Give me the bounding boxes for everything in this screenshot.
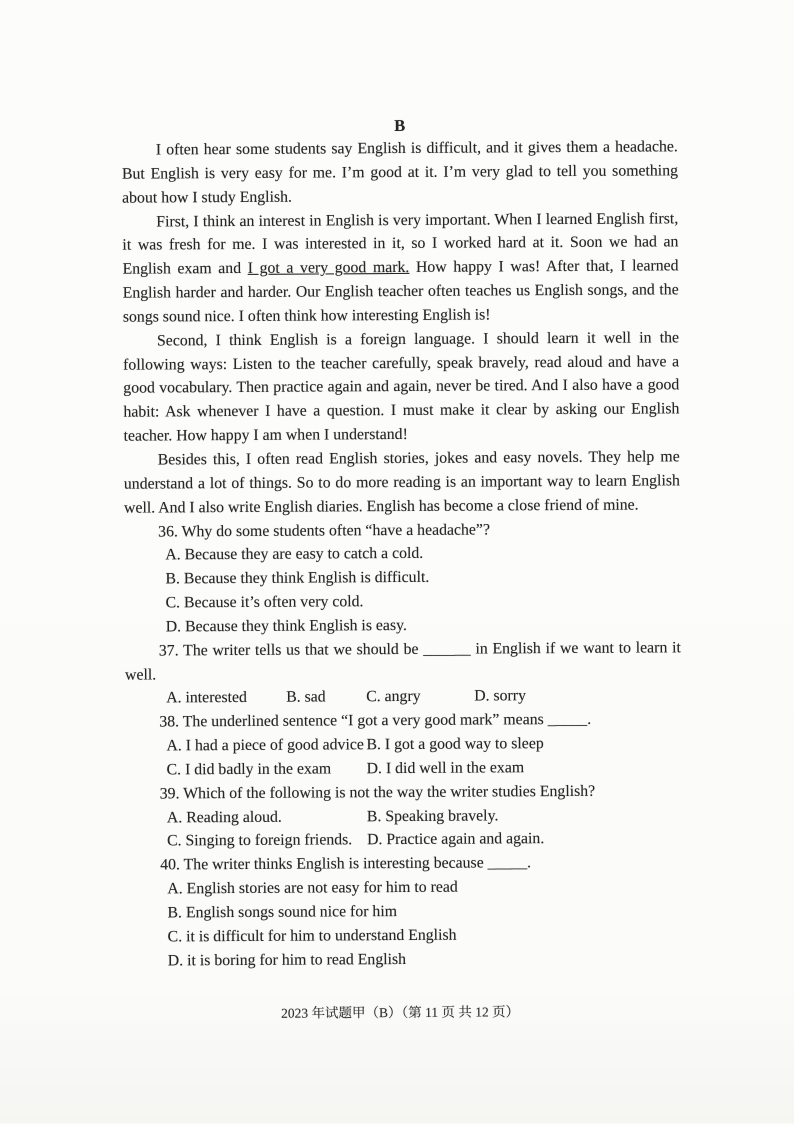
question-38-options-row-2 [126, 755, 682, 782]
question-40-option-c: C. it is difficult for him to understand English [167, 926, 457, 946]
question-40-option-d: D. it is boring for him to read English [167, 950, 407, 970]
question-39-option-d: D. Practice again and again. [366, 830, 545, 849]
question-37-option-b: B. sad [286, 688, 326, 707]
page-footer: 2023 年试题甲（B）（第 11 页 共 12 页） [281, 1004, 520, 1021]
question-37-options [125, 684, 681, 711]
question-38-option-c: C. I did badly in the exam [166, 760, 332, 779]
question-36 [124, 517, 681, 640]
question-37-option-d: D. sorry [474, 687, 527, 705]
question-40-option-a: A. English stories are not easy for him to read [167, 878, 458, 898]
question-36-stem [124, 517, 680, 544]
question-40-stem [126, 851, 682, 878]
question-37-number: 37. [158, 642, 179, 660]
question-39-option-c: C. Singing to foreign friends. [166, 831, 353, 850]
passage-paragraph-4: Besides this, I often read English stories, jokes and easy novels. They help me understand a lot of things. So to do more reading is an important way to learn English well. And I also write English diaries. English has become a close friend of mine. [123, 448, 680, 517]
passage-paragraph-3: Second, I think English is a foreign language. I should learn it well in the following ways: Listen to the teacher carefully, speak bravely, read aloud and have a good vocabulary. Then practice again and again, never be tired. And I also have a good habit: Ask whenever I have a question. I must make it clear by asking our English teacher. How happy I am when I understand! [123, 329, 680, 445]
question-40-option-b: B. English songs sound nice for him [167, 903, 398, 922]
paragraph-2-text-after-underline: How happy I was! After that, I learned English harder and harder. Our English teacher often teaches us English songs, and the songs sound nice. I often think how interesting English is! [122, 257, 679, 326]
question-36-option-d: D. Because they think English is easy. [165, 616, 407, 636]
question-36-option-a: A. Because they are easy to catch a cold. [165, 545, 424, 564]
question-39 [126, 779, 682, 854]
question-37-option-a: A. interested [166, 689, 247, 707]
reading-section [122, 113, 683, 973]
question-39-stem [126, 779, 682, 806]
question-38-options-row-1 [125, 731, 681, 758]
question-36-text: Why do some students often “have a headache”? [181, 520, 490, 540]
question-38-option-a: A. I had a piece of good advice [166, 736, 364, 755]
question-37-stem [125, 636, 681, 687]
question-37-text: The writer tells us that we should be ______ in English if we want to learn it well. [124, 638, 681, 684]
question-39-options-row-2 [126, 827, 682, 854]
question-39-option-b: B. Speaking bravely. [366, 807, 499, 825]
question-38-option-d: D. I did well in the exam [366, 759, 525, 778]
question-40 [126, 851, 683, 974]
question-40-number: 40. [160, 856, 180, 874]
question-39-number: 39. [159, 785, 180, 803]
question-36-option-b: B. Because they think English is difficult. [165, 568, 430, 588]
question-37-option-c: C. angry [366, 688, 421, 706]
question-38-stem [125, 708, 681, 735]
question-38-option-b: B. I got a good way to sleep [366, 735, 544, 754]
question-38-number: 38. [159, 713, 180, 731]
question-40-text: The writer thinks English is interesting because _____. [183, 854, 532, 874]
paragraph-2-text-before-underline: First, I think an interest in English is very important. When I learned English first, it was fresh for me. I was interested in it, so I worked hard at it. Soon we had an English exam and [122, 209, 679, 278]
question-36-number: 36. [158, 522, 178, 540]
question-36-option-c: C. Because it’s often very cold. [165, 593, 364, 612]
question-38 [125, 708, 681, 783]
question-38-text: The underlined sentence “I got a very good mark” means _____. [182, 711, 592, 731]
question-39-option-a: A. Reading aloud. [166, 808, 282, 827]
underlined-phrase: I got a very good mark. [247, 259, 410, 278]
section-heading: B [394, 115, 406, 136]
question-39-options-row-1 [126, 803, 682, 830]
question-39-text: Which of the following is not the way the writer studies English? [183, 782, 596, 803]
passage-paragraph-2 [122, 207, 679, 330]
question-37 [125, 636, 681, 711]
passage-paragraph-1: I often hear some students say English is difficult, and it gives them a headache. But English is very easy for me. I’m good at it. I’m very glad to tell you something about how I study English. [121, 138, 679, 207]
